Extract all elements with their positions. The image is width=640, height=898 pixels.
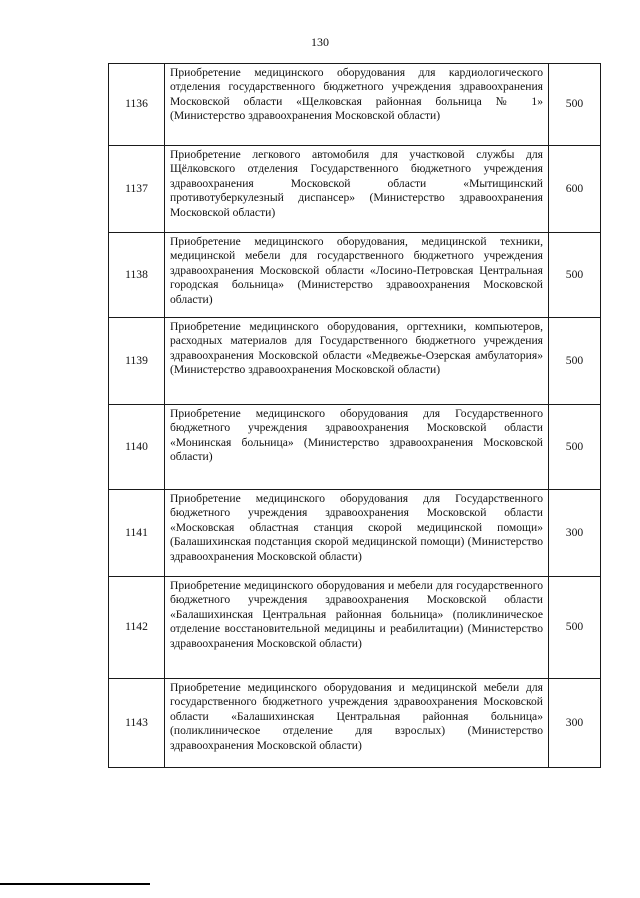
- table-row: [109, 577, 601, 679]
- page-number: 130: [311, 35, 329, 49]
- row-amount: 500: [549, 405, 601, 490]
- row-number: 1138: [109, 233, 165, 318]
- row-description: Приобретение медицинского оборудования, медицинской техники, медицинской мебели для государственного бюджетного учреждения здравоохранения Московской области «Лосино-Петровская Центральная городская больница» (Министерство здравоохранения Московской области): [165, 233, 549, 318]
- row-description: Приобретение медицинского оборудования и мебели для государственного бюджетного учреждения здравоохранения Московской области «Балашихинская Центральная районная больница» (поликлиническое отделение восстановительной медицины и реабилитации) (Министерство здравоохранения Московской области): [165, 577, 549, 679]
- table-row: [109, 405, 601, 490]
- row-amount: 500: [549, 318, 601, 405]
- table-row: [109, 233, 601, 318]
- row-amount: 300: [549, 679, 601, 768]
- row-number: 1136: [109, 64, 165, 146]
- table-row: [109, 679, 601, 768]
- footer-rule: [0, 883, 150, 885]
- row-number: 1142: [109, 577, 165, 679]
- row-description: Приобретение легкового автомобиля для участковой службы для Щёлковского отделения Государственного бюджетного учреждения здравоохранения Московской области «Мытищинский противотуберкулезный диспансер» (Министерство здравоохранения Московской области): [165, 146, 549, 233]
- row-amount: 500: [549, 577, 601, 679]
- row-number: 1141: [109, 490, 165, 577]
- budget-table: [108, 63, 601, 768]
- row-number: 1137: [109, 146, 165, 233]
- row-amount: 500: [549, 64, 601, 146]
- row-amount: 500: [549, 233, 601, 318]
- row-description: Приобретение медицинского оборудования для Государственного бюджетного учреждения здравоохранения Московской области «Монинская больница» (Министерство здравоохранения Московской области): [165, 405, 549, 490]
- row-number: 1139: [109, 318, 165, 405]
- table-row: [109, 64, 601, 146]
- table-row: [109, 318, 601, 405]
- row-number: 1143: [109, 679, 165, 768]
- row-amount: 300: [549, 490, 601, 577]
- row-number: 1140: [109, 405, 165, 490]
- row-description: Приобретение медицинского оборудования и медицинской мебели для государственного бюджетного учреждения здравоохранения Московской области «Балашихинская Центральная районная больница» (поликлиническое отделение для взрослых) (Министерство здравоохранения Московской области): [165, 679, 549, 768]
- table-row: [109, 146, 601, 233]
- row-amount: 600: [549, 146, 601, 233]
- row-description: Приобретение медицинского оборудования, оргтехники, компьютеров, расходных материалов для Государственного бюджетного учреждения здравоохранения Московской области «Медвежье-Озерская амбулатория» (Министерство здравоохранения Московской области): [165, 318, 549, 405]
- row-description: Приобретение медицинского оборудования для Государственного бюджетного учреждения здравоохранения Московской области «Московская областная станция скорой медицинской помощи» (Балашихинская подстанция скорой медицинской помощи) (Министерство здравоохранения Московской области): [165, 490, 549, 577]
- table-row: [109, 490, 601, 577]
- row-description: Приобретение медицинского оборудования для кардиологического отделения государственного бюджетного учреждения здравоохранения Московской области «Щелковская районная больница № 1» (Министерство здравоохранения Московской области): [165, 64, 549, 146]
